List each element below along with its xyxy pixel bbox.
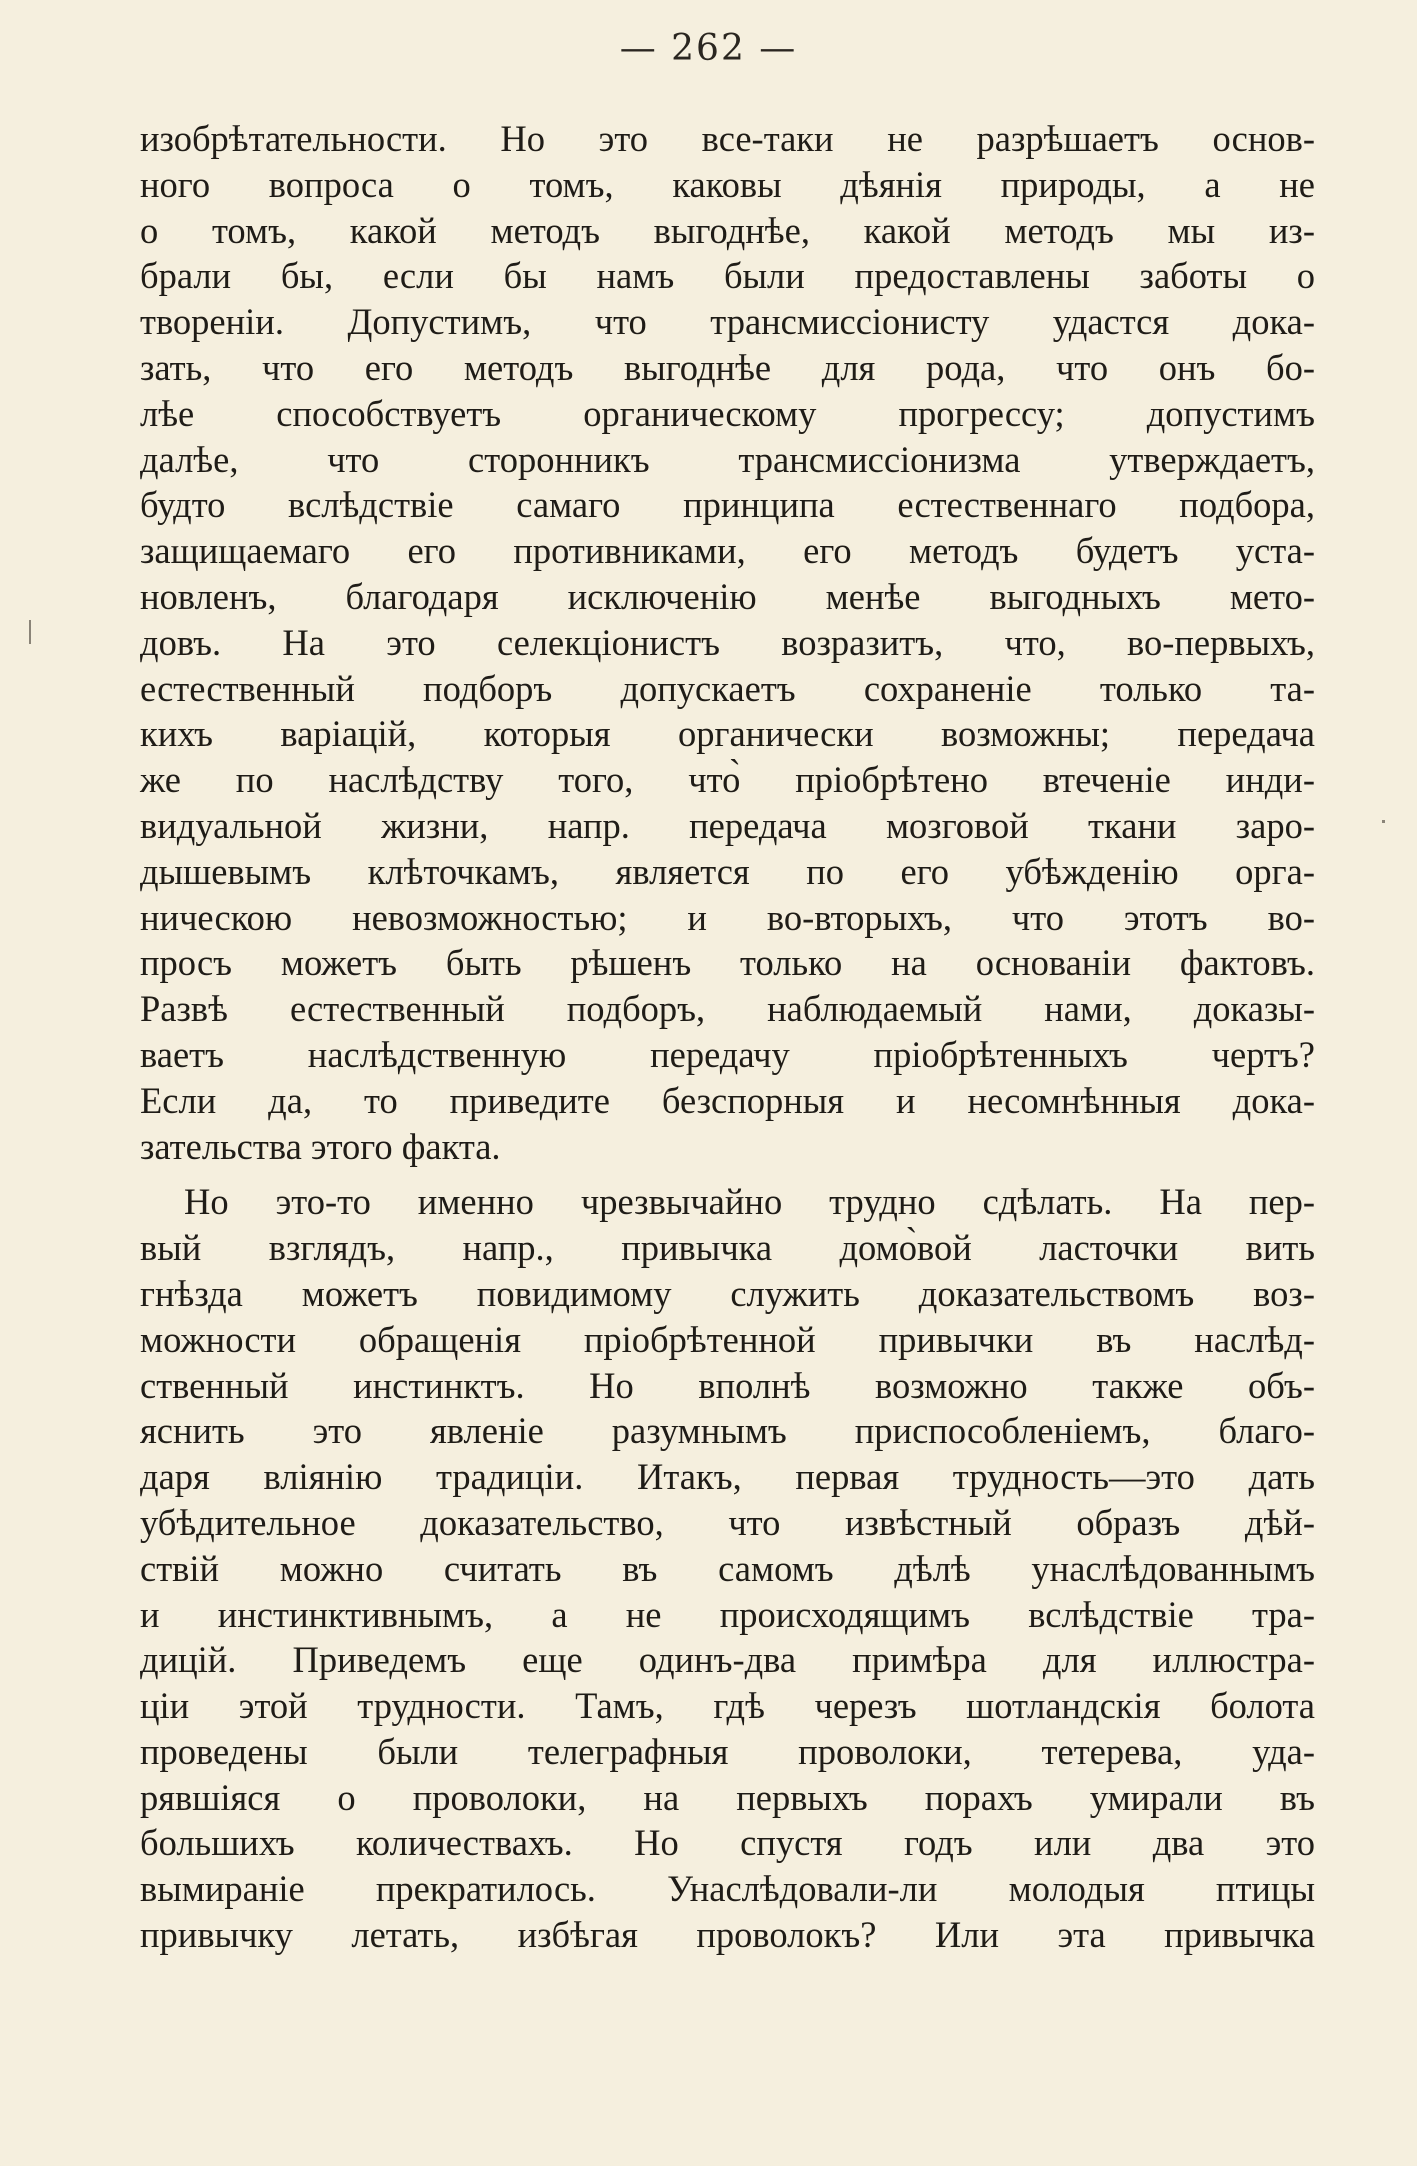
text-line: Развѣ естественный подборъ, наблюдаемый нами, доказы-	[140, 988, 1315, 1030]
text-line: Но это-то именно чрезвычайно трудно сдѣлать. На пер-	[184, 1181, 1315, 1223]
text-line: вымираніе прекратилось. Унаслѣдовали-ли молодыя птицы	[140, 1868, 1315, 1910]
text-line: вый взглядъ, напр., привычка домо̀вой ласточки вить	[140, 1227, 1315, 1269]
text-line: большихъ количествахъ. Но спустя годъ или два это	[140, 1822, 1315, 1864]
text-line: ваетъ наслѣдственную передачу пріобрѣтенныхъ чертъ?	[140, 1033, 1315, 1075]
text-line: защищаемаго его противниками, его методъ будетъ уста-	[140, 530, 1315, 572]
text-line: изобрѣтательности. Но это все-таки не разрѣшаетъ основ-	[140, 118, 1315, 159]
text-line: естественный подборъ допускаетъ сохраненіе только та-	[140, 667, 1315, 709]
text-line: дышевымъ клѣточкамъ, является по его убѣжденію орга-	[140, 850, 1315, 892]
paragraph-1	[140, 116, 1315, 1169]
text-line: лѣе способствуетъ органическому прогрессу; допустимъ	[140, 392, 1315, 434]
text-line: довъ. На это селекціонистъ возразитъ, что, во-первыхъ,	[140, 621, 1315, 663]
margin-mark	[29, 620, 31, 644]
text-line: далѣе, что сторонникъ трансмиссіонизма утверждаетъ,	[140, 438, 1315, 480]
margin-dot	[1382, 820, 1385, 823]
text-line: Если да, то приведите безспорныя и несомнѣнныя дока-	[140, 1079, 1315, 1121]
text-line: просъ можетъ быть рѣшенъ только на основаніи фактовъ.	[140, 942, 1315, 984]
text-line: яснить это явленіе разумнымъ приспособленіемъ, благо-	[140, 1410, 1315, 1452]
text-line: дицій. Приведемъ еще одинъ-два примѣра для иллюстра-	[140, 1639, 1315, 1681]
text-line: же по наслѣдству того, что̀ пріобрѣтено втеченіе инди-	[140, 759, 1315, 801]
text-line: даря вліянію традиціи. Итакъ, первая трудность—это дать	[140, 1456, 1315, 1498]
text-line: кихъ варіацій, которыя органически возможны; передача	[140, 713, 1315, 755]
text-line: убѣдительное доказательство, что извѣстный образъ дѣй-	[140, 1501, 1315, 1543]
text-line: и инстинктивнымъ, а не происходящимъ вслѣдствіе тра-	[140, 1593, 1315, 1635]
paragraph-2	[140, 1179, 1315, 1958]
text-line: зать, что его методъ выгоднѣе для рода, что онъ бо-	[140, 346, 1315, 388]
text-line: будто вслѣдствіе самаго принципа естественнаго подбора,	[140, 484, 1315, 526]
text-line: ного вопроса о томъ, каковы дѣянія природы, а не	[140, 163, 1315, 205]
body-text	[140, 116, 1315, 1958]
text-line: видуальной жизни, напр. передача мозговой ткани заро-	[140, 804, 1315, 846]
text-line: проведены были телеграфныя проволоки, тетерева, уда-	[140, 1730, 1315, 1772]
text-line: ціи этой трудности. Тамъ, гдѣ черезъ шотландскія болота	[140, 1685, 1315, 1727]
text-line: ственный инстинктъ. Но вполнѣ возможно также объ-	[140, 1364, 1315, 1406]
text-line: ническою невозможностью; и во-вторыхъ, что этотъ во-	[140, 896, 1315, 938]
text-line: рявшіяся о проволоки, на первыхъ порахъ умирали въ	[140, 1776, 1315, 1818]
text-line: ствій можно считать въ самомъ дѣлѣ унаслѣдованнымъ	[140, 1547, 1315, 1589]
text-line: брали бы, если бы намъ были предоставлены заботы о	[140, 255, 1315, 297]
page-number: — 262 —	[619, 28, 798, 69]
text-line: о томъ, какой методъ выгоднѣе, какой методъ мы из-	[140, 209, 1315, 251]
text-line: твореніи. Допустимъ, что трансмиссіонисту удастся дока-	[140, 301, 1315, 343]
text-line: новленъ, благодаря исключенію менѣе выгодныхъ мето-	[140, 575, 1315, 617]
text-line: привычку летать, избѣгая проволокъ? Или эта привычка	[140, 1914, 1315, 1956]
text-line: гнѣзда можетъ повидимому служить доказательствомъ воз-	[140, 1272, 1315, 1314]
text-line: зательства этого факта.	[140, 1125, 501, 1167]
text-line: можности обращенія пріобрѣтенной привычки въ наслѣд-	[140, 1318, 1315, 1360]
